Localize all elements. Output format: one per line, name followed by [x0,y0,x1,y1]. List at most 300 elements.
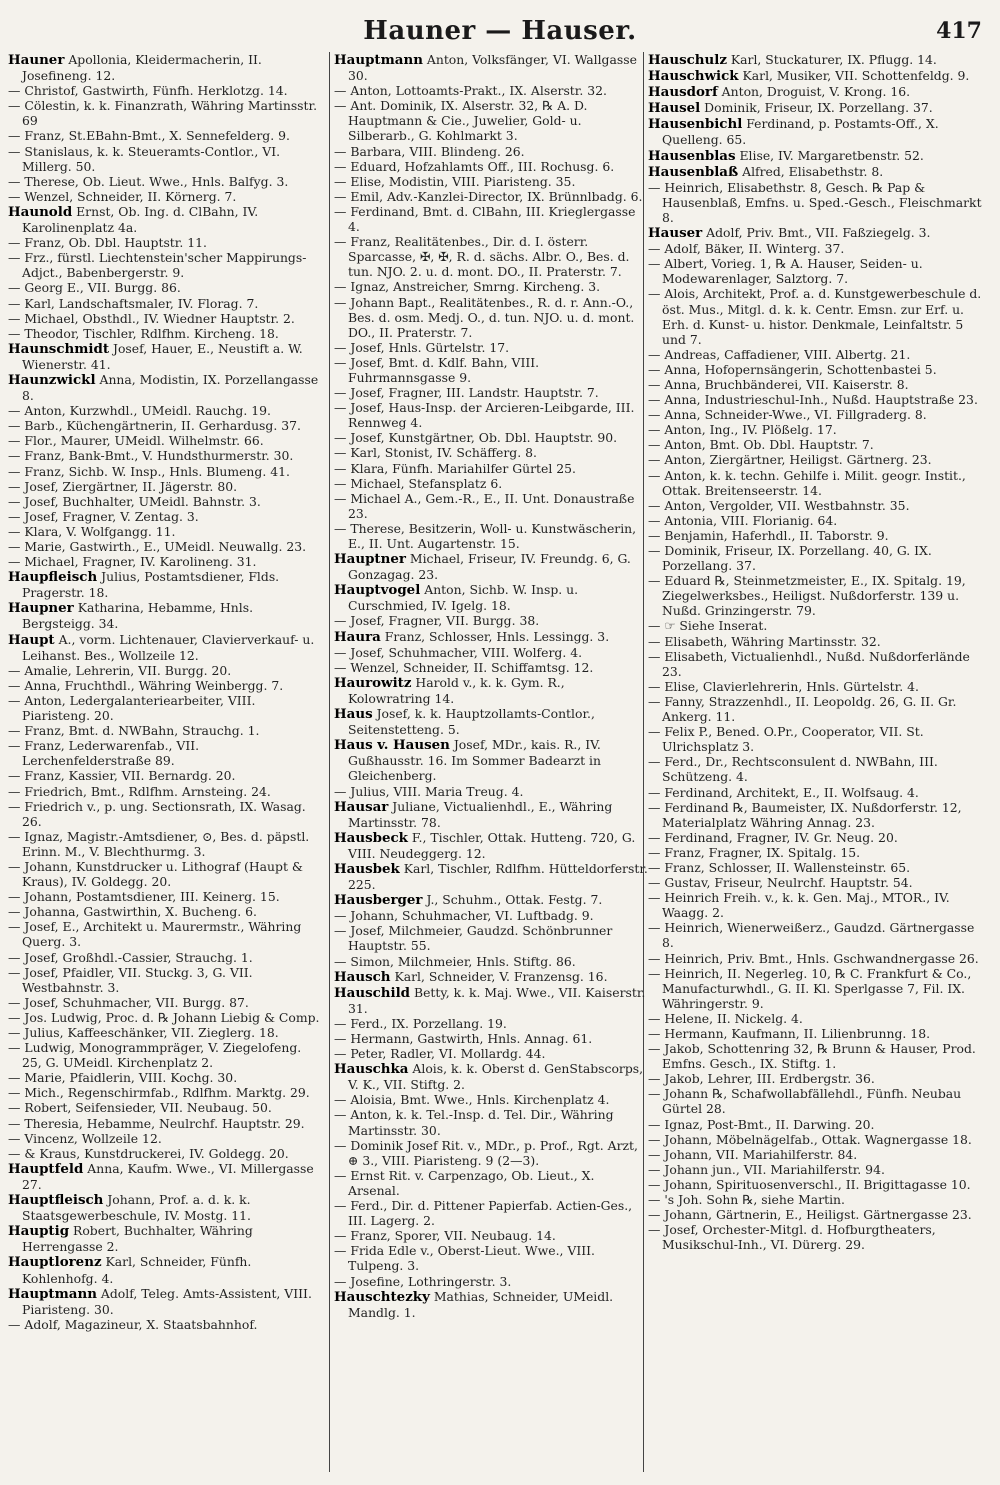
directory-entry [648,951,988,966]
entry-details: Josef, Fragner, V. Zentag. 3. [24,508,199,524]
directory-entry [648,68,988,84]
dash-marker: — [334,445,347,461]
entry-details: Anton, k. k. Tel.-Insp. d. Tel. Dir., Währing Martinsstr. 30. [348,1107,614,1138]
dash-marker: — [648,1161,661,1177]
directory-entry [648,1011,988,1026]
entry-details: Ferdinand, Architekt, E., II. Wolfsaug. 4. [664,784,919,800]
entry-details: Mathias, Schneider, UMeidl. Mandlg. 1. [348,1288,614,1320]
entry-details: Anton, Sichb. W. Insp. u. Curschmied, IV. Igelg. 18. [348,582,579,614]
entry-details: J., Schuhm., Ottak. Festg. 7. [426,892,603,908]
dash-marker: — [8,828,21,844]
dash-marker: — [8,403,21,419]
directory-entry [334,799,650,830]
directory-entry [648,362,988,377]
directory-entry [334,908,650,923]
entry-details: Franz, Sporer, VII. Neubaug. 14. [350,1228,556,1244]
directory-entry [8,859,324,889]
entry-surname: Hausberger [334,892,423,909]
directory-entry [8,433,324,448]
directory-entry [334,445,650,460]
directory-entry [648,679,988,694]
dash-marker: — [648,1176,661,1192]
directory-entry [8,829,324,859]
entry-details: Josef, Ziergärtner, II. Jägerstr. 80. [24,478,238,494]
dash-marker: — [334,430,347,446]
dash-marker: — [648,286,661,302]
directory-entry [648,1192,988,1207]
entry-details: Johann, Postamtsdiener, III. Keinerg. 15. [24,889,280,905]
dash-marker: — [334,475,347,491]
dash-marker: — [334,1031,347,1046]
dash-marker: — [8,798,21,814]
entry-details: Karl, Musiker, VII. Schottenfeldg. 9. [742,68,970,84]
entry-surname: Hauschild [334,984,411,1001]
directory-entry [648,1026,988,1041]
directory-entry [8,799,324,829]
entry-surname: Hauser [648,225,703,242]
entry-details: Michael, Stefansplatz 6. [350,475,503,491]
directory-entry [648,1207,988,1222]
dash-marker: — [648,452,661,468]
entry-details: Johann, Schuhmacher, VI. Luftbadg. 9. [350,908,594,924]
entry-details: Ferd., IX. Porzellang. 19. [350,1015,507,1031]
directory-entry [648,377,988,392]
dash-marker: — [8,1070,21,1086]
directory-entry [648,164,988,180]
entry-details: Josef, Orchester-Mitgl. d. Hofburgtheaters, Musikschul-Inh., VI. Dürerg. 29. [662,1222,936,1253]
directory-entry [8,693,324,723]
entry-details: Anton, Kurzwhdl., UMeidl. Rauchg. 19. [24,403,271,419]
entry-details: Karl, Schneider, V. Franzensg. 16. [394,968,608,984]
entry-details: Anton, Lottoamts-Prakt., IX. Alserstr. 32. [350,83,607,99]
entry-details: Barbara, VIII. Blindeng. 26. [350,143,525,159]
directory-entry [8,1317,324,1332]
dash-marker: — [8,1130,21,1146]
entry-details: Michael, Obsthdl., IV. Wiedner Hauptstr. 2. [24,310,295,326]
dash-marker: — [8,1145,21,1161]
directory-entry [648,437,988,452]
entry-details: Alfred, Elisabethstr. 8. [742,163,884,179]
dash-marker: — [8,994,21,1010]
directory-entry [648,84,988,100]
dash-marker: — [8,433,21,449]
entry-details: Marie, Gastwirth., E., UMeidl. Neuwallg. 23. [24,539,307,554]
directory-entry [334,1243,650,1273]
directory-entry [8,1192,324,1223]
directory-entry [648,1041,988,1071]
directory-entry [648,573,988,618]
dash-marker: — [334,520,347,536]
dash-marker: — [334,1046,347,1062]
directory-entry [648,920,988,950]
entry-details: Dominik Josef Rit. v., MDr., p. Prof., Rgt. Arzt, ⊕ 3., VIII. Piaristeng. 9 (2—3). [348,1137,638,1168]
dash-marker: — [334,1092,347,1108]
page-header [0,14,1000,48]
directory-entry [648,1147,988,1162]
directory-entry [648,724,988,754]
entry-details: Johann, Prof. a. d. k. k. Staatsgewerbeschule, IV. Mostg. 11. [22,1192,251,1224]
directory-entry [334,385,650,400]
entry-details: Michael, Friseur, IV. Freundg. 6, G. Gonzagag. 23. [348,551,631,583]
dash-marker: — [648,376,661,392]
dash-marker: — [8,448,21,464]
entry-surname: Hauschwick [648,68,739,85]
dash-marker: — [8,523,21,539]
dash-marker: — [8,250,21,266]
entry-details: Anton, Droguist, V. Krong. 16. [721,84,911,100]
directory-entry [648,407,988,422]
dash-marker: — [648,890,661,906]
entry-details: Frida Edle v., Oberst-Lieut. Wwe., VIII. Tulpeng. 3. [348,1243,595,1274]
dash-marker: — [8,858,21,874]
entry-surname: Hauschulz [648,52,727,68]
entry-details: Josef, Bmt. d. Kdlf. Bahn, VIII. Fuhrmannsgasse 9. [348,354,540,385]
dash-marker: — [648,1086,661,1102]
entry-details: Johann, Gärtnerin, E., Heiligst. Gärtnergasse 23. [664,1207,972,1223]
directory-entry [334,52,650,83]
directory-entry [8,1131,324,1146]
dash-marker: — [648,1146,661,1162]
directory-entry [334,279,650,294]
entry-details: Jakob, Lehrer, III. Erdbergstr. 36. [664,1071,875,1087]
entry-surname: Hausenbichl [648,116,743,133]
entry-details: Anton, Bmt. Ob. Dbl. Hauptstr. 7. [664,437,874,453]
directory-entry [8,311,324,326]
directory-entry [8,723,324,738]
dash-marker: — [8,919,21,935]
entry-details: Ignaz, Post-Bmt., II. Darwing. 20. [664,1116,875,1132]
entry-details: Gustav, Friseur, Neulrchf. Hauptstr. 54. [664,875,913,891]
entry-details: Josef, k. k. Hauptzollamts-Contlor., Seitenstetteng. 5. [348,706,595,738]
column-divider [329,52,330,1472]
directory-entry [648,1177,988,1192]
entry-details: Barb., Küchengärtnerin, II. Gerhardusg. 37. [24,418,301,434]
dash-marker: — [648,1010,661,1026]
entry-details: Karl, Schneider, Fünfh. Kohlenhofg. 4. [22,1254,252,1286]
directory-entry [8,509,324,524]
entry-surname: Hauptlorenz [8,1254,102,1271]
directory-entry [334,737,650,783]
dash-marker: — [648,361,661,377]
directory-entry [648,498,988,513]
dash-marker: — [648,1192,661,1208]
entry-details: Anton, Ledergalanteriearbeiter, VIII. Piaristeng. 20. [22,692,256,724]
directory-entry [8,1146,324,1161]
dash-marker: — [334,158,347,174]
dash-marker: — [648,678,661,694]
dash-marker: — [648,256,661,272]
directory-entry [334,660,650,675]
dash-marker: — [8,295,21,311]
entry-surname: Hauptvogel [334,582,421,599]
directory-entry [648,241,988,256]
directory-entry [334,83,650,98]
entry-details: Theodor, Tischler, Rdlfhm. Kircheng. 18. [24,325,279,341]
directory-entry [334,1138,650,1168]
dash-marker: — [648,497,661,513]
entry-details: 's Joh. Sohn ℞, siehe Martin. [664,1192,845,1208]
dash-marker: — [648,1116,661,1132]
entry-surname: Haupt [8,631,55,648]
dash-marker: — [8,508,21,524]
entry-details: Michael, Fragner, IV. Karolineng. 31. [24,554,257,570]
dash-marker: — [8,463,21,479]
entry-details: Josef, Fragner, VII. Burgg. 38. [350,613,540,629]
dash-marker: — [648,784,661,800]
directory-entry [8,1161,324,1192]
entry-details: Johann, Möbelnägelfab., Ottak. Wagnergasse 18. [664,1131,972,1147]
directory-entry [334,1061,650,1092]
entry-surname: Hauptmann [8,1285,97,1302]
directory-column-2 [334,52,650,1477]
entry-details: Klara, Fünfh. Mariahilfer Gürtel 25. [350,460,576,476]
entry-details: Franz, Schlosser, II. Wallensteinstr. 65. [664,859,911,875]
entry-details: Julius, VIII. Maria Treug. 4. [350,783,524,799]
dash-marker: — [8,478,21,494]
dash-marker: — [648,859,661,875]
entry-details: Anna, Modistin, IX. Porzellangasse 8. [22,371,319,404]
dash-marker: — [334,1243,347,1259]
directory-entry [8,418,324,433]
dash-marker: — [648,618,661,634]
directory-entry [334,1107,650,1137]
directory-entry [8,600,324,631]
dash-marker: — [8,235,21,251]
entry-details: Josefine, Lothringerstr. 3. [350,1273,512,1289]
entry-details: Christof, Gastwirth, Fünfh. Herklotzg. 14. [24,83,288,99]
entry-details: Hermann, Kaufmann, II. Lilienbrunng. 18. [664,1026,931,1041]
dash-marker: — [8,1100,21,1116]
entry-surname: Hauptmann [334,52,423,68]
entry-details: Frz., fürstl. Liechtenstein'scher Mappirungs-Adjct., Babenbergerstr. 9. [22,250,307,281]
entry-details: Anna, Fruchthdl., Währing Weinbergg. 7. [24,677,284,693]
entry-details: Franz, Sichb. W. Insp., Hnls. Blumeng. 41. [24,463,290,479]
dash-marker: — [648,467,661,483]
dash-marker: — [8,677,21,693]
entry-details: Elise, Modistin, VIII. Piaristeng. 35. [350,173,576,189]
entry-surname: Hauschka [334,1061,409,1078]
entry-details: Josef, Pfaidler, VII. Stuckg. 3, G. VII. Westbahnstr. 3. [22,964,253,995]
entry-details: Josef, Buchhalter, UMeidl. Bahnstr. 3. [24,493,261,509]
directory-entry [334,892,650,908]
entry-details: Wenzel, Schneider, II. Körnerg. 7. [24,188,237,204]
directory-entry [8,1223,324,1254]
directory-entry [648,1162,988,1177]
entry-details: Franz, Fragner, IX. Spitalg. 15. [664,844,861,860]
entry-details: Ernst, Ob. Ing. d. ClBahn, IV. Karolinenplatz 4a. [22,203,259,236]
dash-marker: — [648,241,661,257]
entry-details: Felix P., Bened. O.Pr., Cooperator, VII. St. Ulrichsplatz 3. [662,724,924,755]
entry-details: Stanislaus, k. k. Steueramts-Contlor., VI. Millerg. 50. [22,143,281,174]
entry-details: Karl, Stonist, IV. Schäfferg. 8. [350,445,537,461]
entry-details: Anton, Volksfänger, VI. Wallgasse 30. [348,52,637,84]
entry-surname: Haura [334,628,381,645]
dash-marker: — [8,173,21,189]
page-title: Hauner — Hauser. [363,16,637,46]
dash-marker: — [334,460,347,476]
entry-details: Katharina, Hebamme, Hnls. Bergsteigg. 34. [22,600,254,632]
dash-marker: — [648,633,661,649]
dash-marker: — [8,1115,21,1131]
directory-entry [8,904,324,919]
entry-surname: Hausar [334,798,389,815]
entry-surname: Hausdorf [648,84,718,101]
directory-entry [8,464,324,479]
directory-entry [334,1274,650,1289]
dash-marker: — [8,662,21,678]
dash-marker: — [334,143,347,159]
entry-details: Eduard, Hofzahlamts Off., III. Rochusg. 6. [350,158,615,174]
dash-marker: — [8,325,21,341]
entry-details: Franz, Realitätenbes., Dir. d. I. österr. Sparcasse, ✠, ✠, R. d. sächs. Albr. O., Bes. d. tun. NJO. 2. u. d. mont. DO., II. Praterstr. 7. [348,234,630,280]
entry-details: Ferd., Dir. d. Pittener Papierfab. Actien-Ges., III. Lagerg. 2. [348,1198,633,1229]
directory-entry [8,1100,324,1115]
entry-details: Johann Bapt., Realitätenbes., R. d. r. Ann.-O., Bes. d. osm. Medj. O., d. tun. NJO. u. d. mont. DO., II. Praterstr. 7. [348,294,635,340]
directory-entry [8,995,324,1010]
entry-surname: Haunold [8,203,73,220]
directory-entry [334,1289,650,1320]
directory-entry [648,256,988,286]
directory-entry [334,784,650,799]
entry-surname: Hauner [8,52,65,68]
directory-entry [8,1286,324,1317]
directory-entry [8,235,324,250]
entry-details: Anna, Hofopernsängerin, Schottenbastei 5. [664,361,937,377]
dash-marker: — [334,203,347,219]
dash-marker: — [8,554,21,570]
dash-marker: — [648,965,661,981]
entry-details: Elisabeth, Währing Martinsstr. 32. [664,633,881,649]
dash-marker: — [334,953,347,969]
directory-entry [8,1116,324,1131]
dash-marker: — [648,1026,661,1041]
dash-marker: — [8,738,21,754]
entry-details: Julius, Postamtsdiener, Flds. Pragerstr. 18. [22,569,280,601]
entry-details: Johann, Spirituosenverschl., II. Brigittagasse 10. [664,1176,971,1192]
entry-details: & Kraus, Kunstdruckerei, IV. Goldegg. 20. [24,1145,289,1161]
entry-details: Franz, Lederwarenfab., VII. Lerchenfelderstraße 89. [22,738,200,769]
entry-details: Georg E., VII. Burgg. 86. [24,280,181,296]
directory-entry [648,1117,988,1132]
dash-marker: — [334,644,347,660]
entry-details: Benjamin, Haferhdl., II. Taborstr. 9. [664,527,889,543]
entry-details: Josef, Milchmeier, Gaudzd. Schönbrunner Hauptstr. 55. [348,923,613,954]
entry-details: Marie, Pfaidlerin, VIII. Kochg. 30. [24,1070,238,1086]
entry-details: Helene, II. Nickelg. 4. [664,1010,803,1026]
directory-entry [648,830,988,845]
directory-entry [8,494,324,509]
dash-marker: — [8,418,21,434]
dash-marker: — [334,1137,347,1153]
entry-details: Karl, Landschaftsmaler, IV. Florag. 7. [24,295,259,311]
directory-entry [334,174,650,189]
dash-marker: — [8,1316,21,1332]
entry-surname: Hausenblaß [648,163,739,180]
entry-details: Adolf, Teleg. Amts-Assistent, VIII. Piaristeng. 30. [22,1285,312,1317]
directory-entry [8,678,324,693]
entry-details: Adolf, Bäker, II. Winterg. 37. [664,241,845,257]
entry-details: Heinrich, II. Negerleg. 10, ℞ C. Frankfurt & Co., Manufacturwhdl., G. II. Kl. Sperlgasse 7, Fil. IX. Währingerstr. 9. [662,965,972,1011]
dash-marker: — [8,949,21,965]
dash-marker: — [8,904,21,920]
entry-details: Adolf, Priv. Bmt., VII. Faßziegelg. 3. [706,225,931,241]
directory-entry [334,551,650,582]
directory-entry [8,448,324,463]
dash-marker: — [334,1273,347,1289]
entry-details: Flor., Maurer, UMeidl. Wilhelmstr. 66. [24,433,264,449]
entry-details: Ferdinand, Fragner, IV. Gr. Neug. 20. [664,829,898,845]
entry-details: Alois, k. k. Oberst d. GenStabscorps, V. K., VII. Stiftg. 2. [348,1061,644,1093]
dash-marker: — [8,889,21,905]
entry-details: Anna, Bruchbänderei, VII. Kaiserstr. 8. [664,376,909,392]
directory-entry [334,159,650,174]
entry-details: Jakob, Schottenring 32, ℞ Brunn & Hauser, Prod. Emfns. Gesch., IX. Stiftg. 1. [662,1041,976,1072]
entry-details: Johann ℞, Schafwollabfällehdl., Fünfh. Neubau Gürtel 28. [662,1086,962,1117]
directory-entry [334,355,650,385]
entry-details: Anton, Ing., IV. Plößelg. 17. [664,422,837,438]
entry-details: Anna, Industrieschul-Inh., Nußd. Hauptstraße 23. [664,392,978,408]
entry-details: Josef, Haus-Insp. der Arcieren-Leibgarde, III. Rennweg 4. [348,400,635,431]
directory-entry [334,645,650,660]
directory-entry [648,694,988,724]
directory-entry [648,785,988,800]
directory-entry [648,618,988,633]
directory-entry [8,341,324,372]
entry-details: Klara, V. Wolfgangg. 11. [24,523,176,539]
entry-details: Julius, Kaffeeschänker, VII. Zieglerg. 18. [24,1025,279,1040]
entry-details: Josef, Schuhmacher, VII. Burgg. 87. [24,994,249,1010]
entry-details: Aloisia, Bmt. Wwe., Hnls. Kirchenplatz 4. [350,1092,610,1108]
dash-marker: — [8,768,21,784]
dash-marker: — [8,128,21,144]
directory-entry [648,452,988,467]
directory-entry [648,1222,988,1252]
directory-entry [334,1228,650,1243]
dash-marker: — [334,294,347,310]
dash-marker: — [8,783,21,799]
dash-marker: — [334,613,347,629]
entry-details: Josef, MDr., kais. R., IV. Gußhausstr. 16. Im Sommer Badearzt in Gleichenberg. [348,737,601,784]
entry-surname: Hausel [648,100,701,117]
entry-details: Karl, Stuckaturer, IX. Pflugg. 14. [730,52,937,67]
entry-surname: Hauptfeld [8,1160,84,1177]
dash-marker: — [334,1107,347,1123]
dash-marker: — [334,339,347,355]
entry-details: Alois, Architekt, Prof. a. d. Kunstgewerbeschule d. öst. Mus., Mitgl. d. k. k. Centr. Emsn. zur Erf. u. Erh. d. Kunst- u. histor. Denkmale, Leinfaltstr. 5 und 7. [662,286,982,347]
dash-marker: — [8,723,21,739]
directory-entry [334,144,650,159]
dash-marker: — [648,573,661,589]
dash-marker: — [8,280,21,296]
directory-entry [8,554,324,569]
directory-entry [334,629,650,645]
directory-entry [334,830,650,861]
directory-entry [648,422,988,437]
dash-marker: — [8,493,21,509]
directory-entry [648,528,988,543]
entry-details: Elisabeth, Victualienhdl., Nußd. Nußdorferlände 23. [662,648,970,679]
directory-entry [334,1016,650,1031]
entry-surname: Hauptig [8,1223,70,1240]
entry-details: Simon, Milchmeier, Hnls. Stiftg. 86. [350,953,576,969]
directory-entry [8,1010,324,1025]
entry-surname: Haupfleisch [8,569,98,586]
entry-details: Hermann, Gastwirth, Hnls. Annag. 61. [350,1031,593,1046]
dash-marker: — [334,1228,347,1244]
entry-details: Vincenz, Wollzeile 12. [24,1130,162,1146]
directory-entry [648,634,988,649]
entry-details: Harold v., k. k. Gym. R., Kolowratring 14. [348,674,565,706]
